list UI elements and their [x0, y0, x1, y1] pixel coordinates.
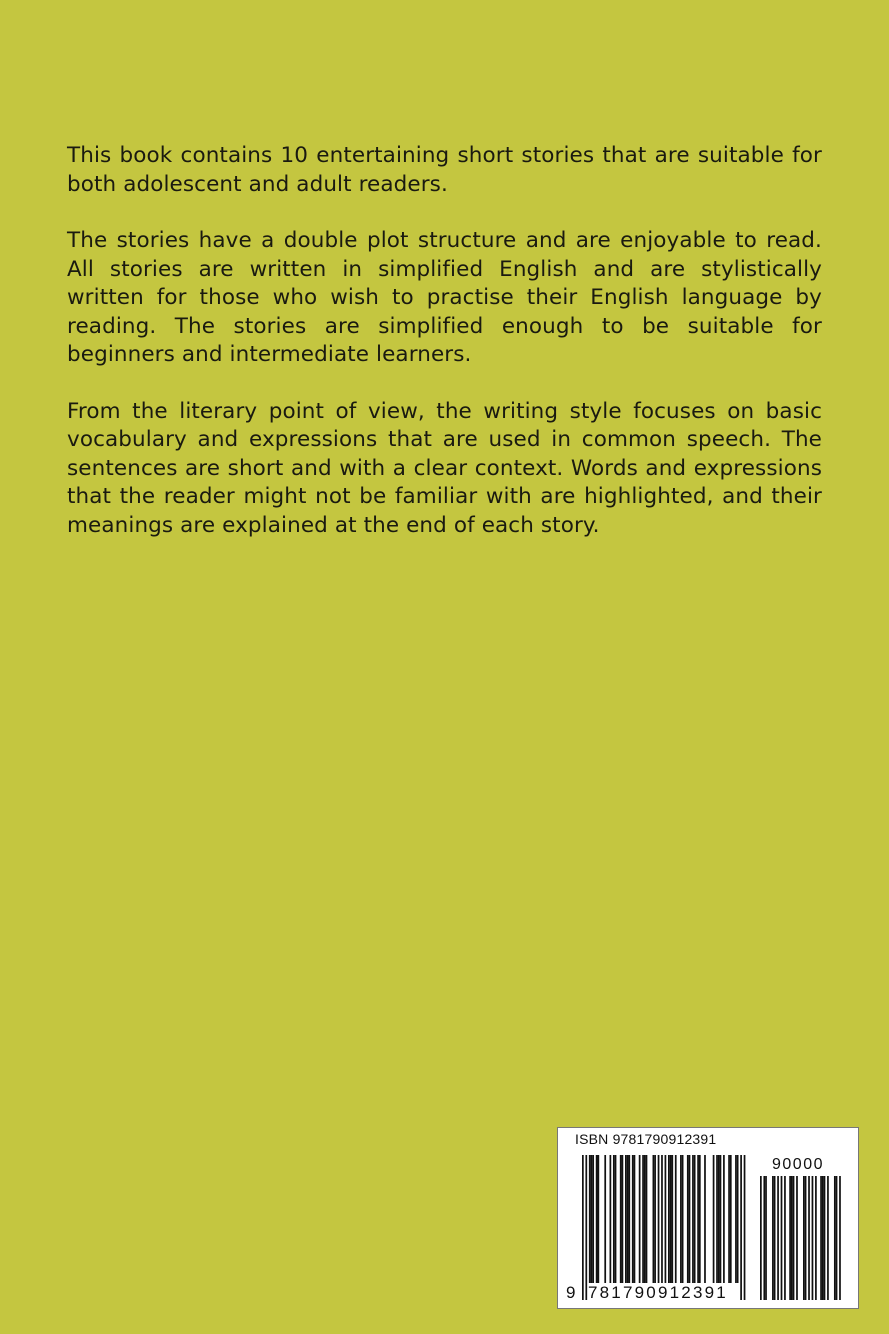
barcode-bar [658, 1155, 660, 1283]
isbn-label: ISBN 9781790912391 [575, 1131, 717, 1147]
addon-bar [791, 1176, 793, 1300]
addon-bar [772, 1176, 774, 1300]
barcode-bar [665, 1155, 667, 1300]
barcode-bar [704, 1155, 706, 1283]
description-paragraph-3: From the literary point of view, the writing style focuses on basic vocabulary and expressions that are used in common speech. The sentences are short and with a clear context. Words and expressions that the reader might not be familiar with are highlighted, and their meanings are explained at the end of each story. [67, 398, 822, 538]
barcode-bar [585, 1155, 587, 1300]
barcode-bar [610, 1155, 612, 1283]
barcode-digits-left: 781790 [588, 1283, 658, 1302]
barcode-bar [740, 1155, 742, 1300]
barcode-bar [687, 1155, 689, 1283]
barcode-bar [737, 1155, 739, 1283]
barcode-bar [654, 1155, 656, 1283]
barcode-bar [713, 1155, 715, 1283]
addon-bar [765, 1176, 767, 1300]
barcode-bar [723, 1155, 725, 1283]
price-code: 90000 [772, 1156, 824, 1173]
barcode-bar [697, 1155, 699, 1283]
barcode-bar [720, 1155, 722, 1283]
barcode-bar [653, 1155, 655, 1283]
barcode-bar [735, 1155, 737, 1283]
barcode-bar [634, 1155, 636, 1283]
addon-bar [812, 1176, 814, 1300]
barcode-bar [694, 1155, 696, 1283]
barcode-bar [675, 1155, 677, 1283]
barcode-bar [639, 1155, 641, 1283]
addon-bar [808, 1176, 810, 1300]
addon-bar [824, 1176, 826, 1300]
barcode-bar [668, 1155, 670, 1283]
barcode-bar [604, 1155, 606, 1283]
barcode-bar [699, 1155, 701, 1283]
barcode-bar [622, 1155, 624, 1283]
barcode-bar [591, 1155, 593, 1283]
barcode-bar [615, 1155, 617, 1283]
barcode-bar [625, 1155, 627, 1283]
addon-bar [834, 1176, 836, 1300]
addon-bar [822, 1176, 824, 1300]
barcode-bar [692, 1155, 694, 1283]
addon-bar [774, 1176, 776, 1300]
barcode-bar [728, 1155, 730, 1283]
isbn-barcode [557, 1127, 859, 1309]
description-paragraph-2: The stories have a double plot structure and are enjoyable to read. All stories are written in simplified English and are stylistically written for those who wish to practise their English language by reading. The stories are simplified enough to be suitable for beginners and intermediate learners. [67, 228, 822, 367]
barcode-bar [682, 1155, 684, 1283]
barcode-bar [670, 1155, 672, 1283]
barcode-bar [582, 1155, 584, 1300]
barcode-bar [689, 1155, 691, 1283]
addon-bar [784, 1176, 786, 1300]
barcode-bar [716, 1155, 718, 1283]
addon-bar [839, 1176, 841, 1300]
addon-bar [815, 1176, 817, 1300]
barcode-bar [642, 1155, 644, 1283]
addon-bar [820, 1176, 822, 1300]
addon-bar [803, 1176, 805, 1300]
barcode-bar [632, 1155, 634, 1283]
barcode-bar [671, 1155, 673, 1283]
addon-bar [763, 1176, 765, 1300]
barcode-bar [613, 1155, 615, 1283]
barcode-bar [680, 1155, 682, 1283]
description-paragraph-1: This book contains 10 entertaining short stories that are suitable for both adolescent and adult readers. [67, 143, 822, 197]
barcode-bar [744, 1155, 746, 1300]
barcode-bars [558, 1128, 858, 1308]
barcode-bar [718, 1155, 720, 1283]
addon-bar [781, 1176, 783, 1300]
addon-bar [827, 1176, 829, 1300]
barcode-bar [730, 1155, 732, 1283]
barcode-bar [646, 1155, 648, 1283]
addon-bar [789, 1176, 791, 1300]
barcode-bar [644, 1155, 646, 1283]
barcode-bar [661, 1155, 663, 1300]
addon-bar [805, 1176, 807, 1300]
barcode-digits-right: 912391 [658, 1283, 728, 1302]
barcode-bar [620, 1155, 622, 1283]
barcode-bar [589, 1155, 591, 1283]
addon-bar [796, 1176, 798, 1300]
book-description [67, 142, 822, 568]
barcode-digit-first: 9 [566, 1283, 578, 1302]
addon-bar [836, 1176, 838, 1300]
barcode-bar [628, 1155, 630, 1283]
barcode-bar [627, 1155, 629, 1283]
barcode-bar [597, 1155, 599, 1283]
addon-bar [793, 1176, 795, 1300]
addon-bar [777, 1176, 779, 1300]
barcode-bar [596, 1155, 598, 1283]
barcode-bar [592, 1155, 594, 1283]
addon-bar [760, 1176, 762, 1300]
